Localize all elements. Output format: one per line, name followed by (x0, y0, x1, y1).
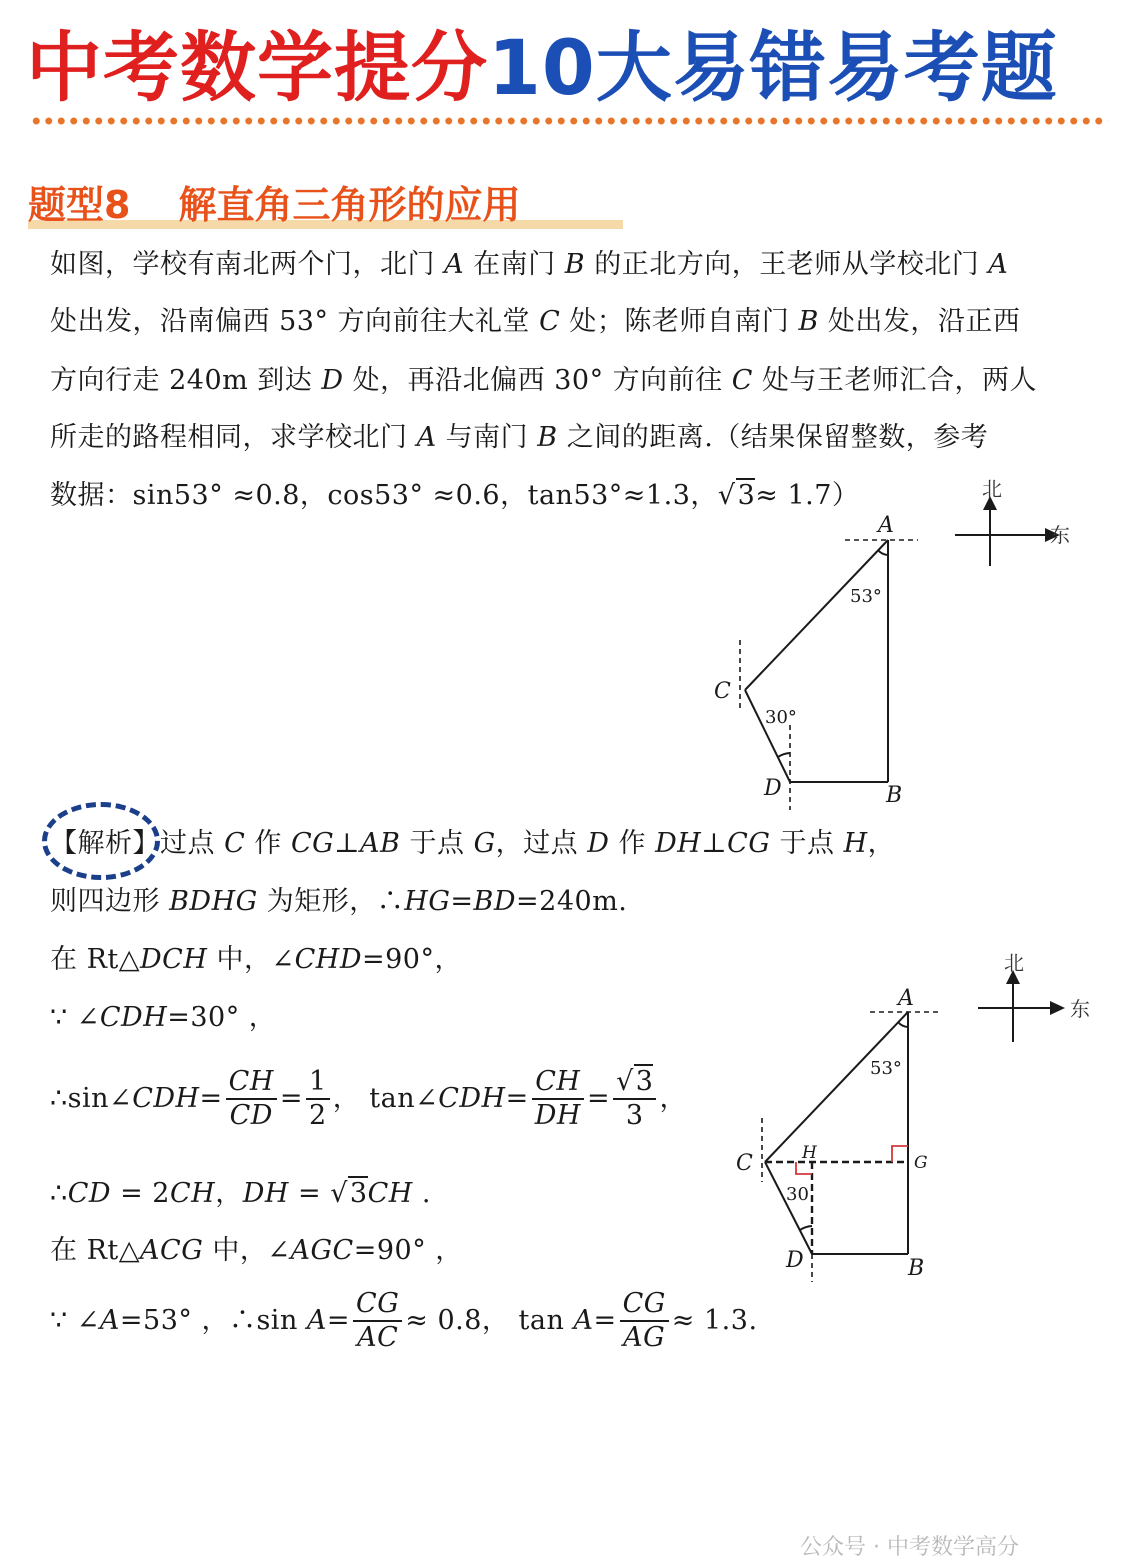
segment-cd (765, 1162, 812, 1254)
label-b: B (886, 783, 903, 808)
label-c: C (736, 1151, 753, 1176)
solution-line-3: 在 Rt△DCH 中，∠CHD=90°， (50, 944, 462, 975)
section-name: 解直角三角形的应用 (178, 183, 521, 227)
right-angle-g (892, 1146, 908, 1162)
watermark: 公众号 · 中考数学高分 (800, 1535, 1019, 1560)
solution-line-1: 【解析】过点 C 作 CG⊥AB 于点 G，过点 D 作 DH⊥CG 于点 H， (50, 824, 895, 864)
title-red-part: 中考数学提分 (26, 23, 488, 112)
angle-arc-d (800, 1226, 812, 1230)
angle-arc-a (878, 550, 888, 555)
angle-arc-a (898, 1022, 908, 1027)
label-b: B (908, 1256, 925, 1281)
fraction: $\frac{CG}{AG}$ (620, 1288, 669, 1355)
fraction: $\frac{CG}{AC}$ (353, 1288, 402, 1355)
angle-label-30: 30° (765, 707, 797, 728)
fraction: $\frac{1}{2}$ (306, 1066, 330, 1133)
solution-line-4: ∵ ∠CDH=30° ， (50, 1002, 277, 1033)
right-angle-h (796, 1162, 812, 1174)
solution-line-2: 则四边形 BDHG 为矩形，∴HG=BD=240m. (50, 886, 628, 917)
label-a: A (878, 513, 894, 538)
problem-line-5: 数据：sin53° ≈0.8，cos53° ≈0.6，tan53°≈1.3，√3≈ 1.7） (50, 480, 860, 511)
problem-line-4: 所走的路程相同，求学校北门 A 与南门 B 之间的距离.（结果保留整数，参考 (50, 422, 989, 453)
label-d: D (764, 776, 782, 801)
solution-line-8: ∵ ∠A=53° ，∴sin A= $\frac{CG}{AC}$ ≈ 0.8， tan A= $\frac{CG}{AG}$ ≈ 1.3. (50, 1288, 758, 1354)
label-d: D (786, 1248, 804, 1273)
solution-line-7: 在 Rt△ACG 中，∠AGC=90° ， (50, 1235, 463, 1266)
angle-label-53: 53° (850, 586, 882, 607)
compass-east-label: 东 (1050, 523, 1070, 547)
fraction: $\frac{CH}{CD}$ (226, 1066, 277, 1133)
title-blue-part: 10大易错易考题 (488, 23, 1058, 112)
angle-label-53: 53° (870, 1058, 902, 1079)
angle-arc-d (778, 753, 790, 757)
arrow-east-icon (1050, 1001, 1065, 1015)
dotted-divider (30, 116, 1108, 126)
label-g: G (914, 1153, 928, 1173)
compass-north-label: 北 (1004, 951, 1024, 975)
section-number: 题型8 (28, 183, 131, 227)
problem-line-1: 如图，学校有南北两个门，北门 A 在南门 B 的正北方向，王老师从学校北门 A (50, 249, 1009, 280)
compass-north-label: 北 (982, 477, 1002, 501)
analysis-circle-icon (42, 802, 160, 880)
label-a: A (898, 986, 914, 1011)
solution-line-6: ∴CD = 2CH，DH = √3CH . (50, 1178, 431, 1209)
compass-2 (978, 951, 1090, 1042)
label-h: H (802, 1143, 817, 1163)
segment-ac (765, 1012, 908, 1162)
compass-east-label: 东 (1070, 997, 1090, 1021)
segment-ac (745, 540, 888, 690)
section-heading (28, 180, 628, 230)
problem-line-2: 处出发，沿南偏西 53° 方向前往大礼堂 C 处；陈老师自南门 B 处出发，沿正西 (50, 306, 1021, 337)
solution-line-5: ∴sin∠CDH= $\frac{CH}{CD}$ = $\frac{1}{2}$ ， tan∠CDH= $\frac{CH}{DH}$ = $\frac{√3}{3}$ ， (50, 1066, 687, 1132)
fraction: $\frac{CH}{DH}$ (532, 1066, 584, 1133)
page-title (26, 18, 1058, 118)
analysis-tag: 【解析】 (50, 824, 160, 864)
label-c: C (714, 679, 731, 704)
angle-label-30: 30 (786, 1184, 809, 1205)
fraction: $\frac{√3}{3}$ (613, 1066, 656, 1133)
compass-1 (955, 477, 1070, 566)
figure-1 (700, 470, 1100, 810)
problem-line-3: 方向行走 240m 到达 D 处，再沿北偏西 30° 方向前往 C 处与王老师汇合，两人 (50, 365, 1037, 396)
figure-2 (720, 950, 1120, 1290)
segment-cd (745, 690, 790, 782)
